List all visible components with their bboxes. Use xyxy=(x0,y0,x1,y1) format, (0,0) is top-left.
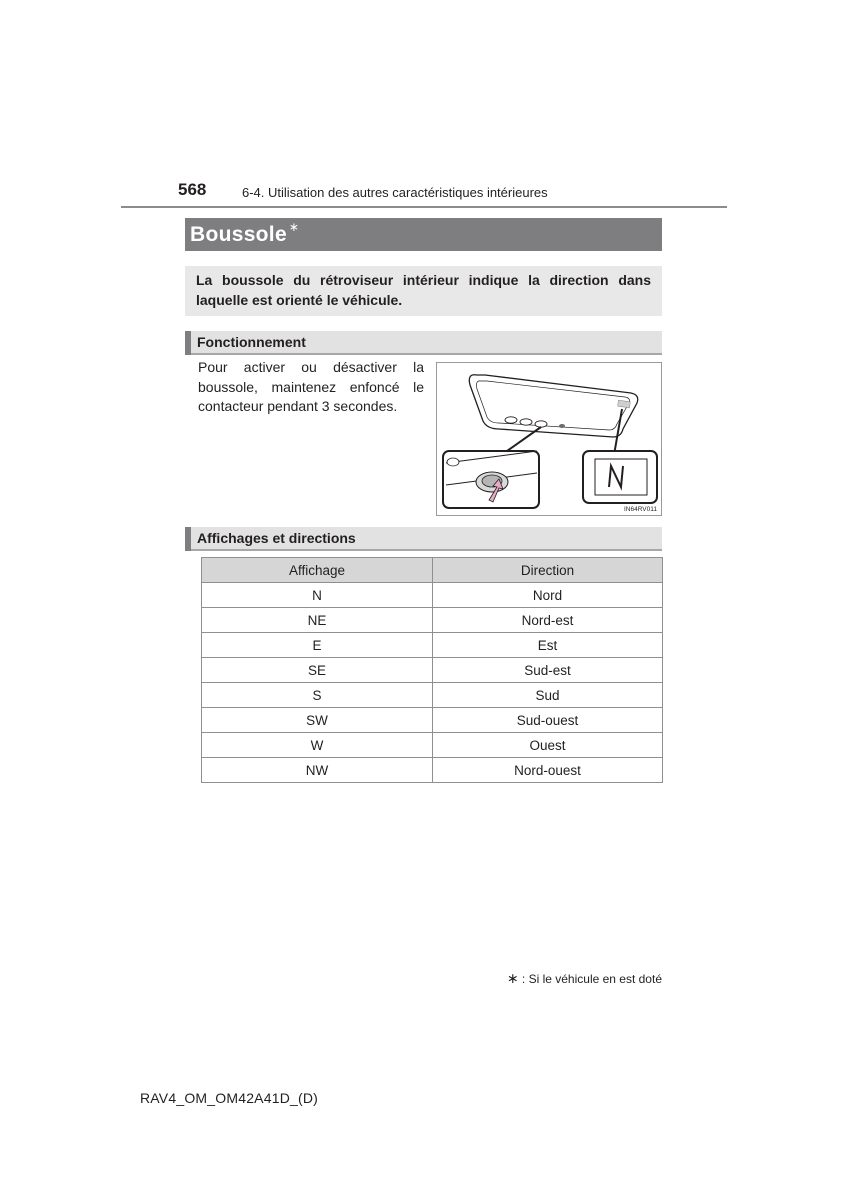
display-cell: N xyxy=(202,583,433,608)
direction-cell: Sud xyxy=(433,683,663,708)
table-row xyxy=(202,733,663,758)
figure-code: IN64RV011 xyxy=(623,506,657,513)
header-rule xyxy=(121,206,727,208)
footnote xyxy=(507,970,662,987)
operation-heading: Fonctionnement xyxy=(197,334,306,350)
section-path: 6-4. Utilisation des autres caractéristiques intérieures xyxy=(242,185,548,200)
display-cell: S xyxy=(202,683,433,708)
table-row xyxy=(202,583,663,608)
page-number: 568 xyxy=(178,180,207,199)
intro-box: La boussole du rétroviseur intérieur indique la direction dans laquelle est orienté le véhicule. xyxy=(185,266,662,316)
direction-table xyxy=(201,557,663,783)
display-cell: NE xyxy=(202,608,433,633)
heading-accent xyxy=(185,527,191,551)
direction-cell: Sud-est xyxy=(433,658,663,683)
title-bar xyxy=(185,218,662,251)
direction-cell: Ouest xyxy=(433,733,663,758)
page-title: Boussole xyxy=(190,222,287,246)
rearview-mirror-icon xyxy=(469,375,637,437)
displays-heading: Affichages et directions xyxy=(197,530,356,546)
display-cell: W xyxy=(202,733,433,758)
operation-heading-bar xyxy=(185,331,662,355)
mirror-figure xyxy=(436,362,662,516)
direction-cell: Sud-ouest xyxy=(433,708,663,733)
document-code: RAV4_OM_OM42A41D_(D) xyxy=(140,1090,319,1106)
displays-heading-bar xyxy=(185,527,662,551)
direction-cell: Nord-est xyxy=(433,608,663,633)
display-cell: E xyxy=(202,633,433,658)
table-row xyxy=(202,608,663,633)
display-cell: SW xyxy=(202,708,433,733)
title-footnote-marker: ∗ xyxy=(288,219,299,234)
table-row xyxy=(202,683,663,708)
table-row xyxy=(202,658,663,683)
table-row xyxy=(202,758,663,783)
footnote-marker: ∗ xyxy=(506,970,519,986)
table-row xyxy=(202,633,663,658)
heading-accent xyxy=(185,331,191,355)
column-header-direction: Direction xyxy=(433,558,663,583)
column-header-display: Affichage xyxy=(202,558,433,583)
table-row xyxy=(202,708,663,733)
display-cell: NW xyxy=(202,758,433,783)
direction-cell: Est xyxy=(433,633,663,658)
direction-cell: Nord xyxy=(433,583,663,608)
compass-display-icon xyxy=(583,451,657,503)
footnote-text: : Si le véhicule en est doté xyxy=(521,972,662,986)
operation-text: Pour activer ou désactiver la boussole, maintenez enfoncé le contacteur pendant 3 secondes. xyxy=(198,359,424,414)
table-header-row xyxy=(202,558,663,583)
direction-cell: Nord-ouest xyxy=(433,758,663,783)
display-cell: SE xyxy=(202,658,433,683)
